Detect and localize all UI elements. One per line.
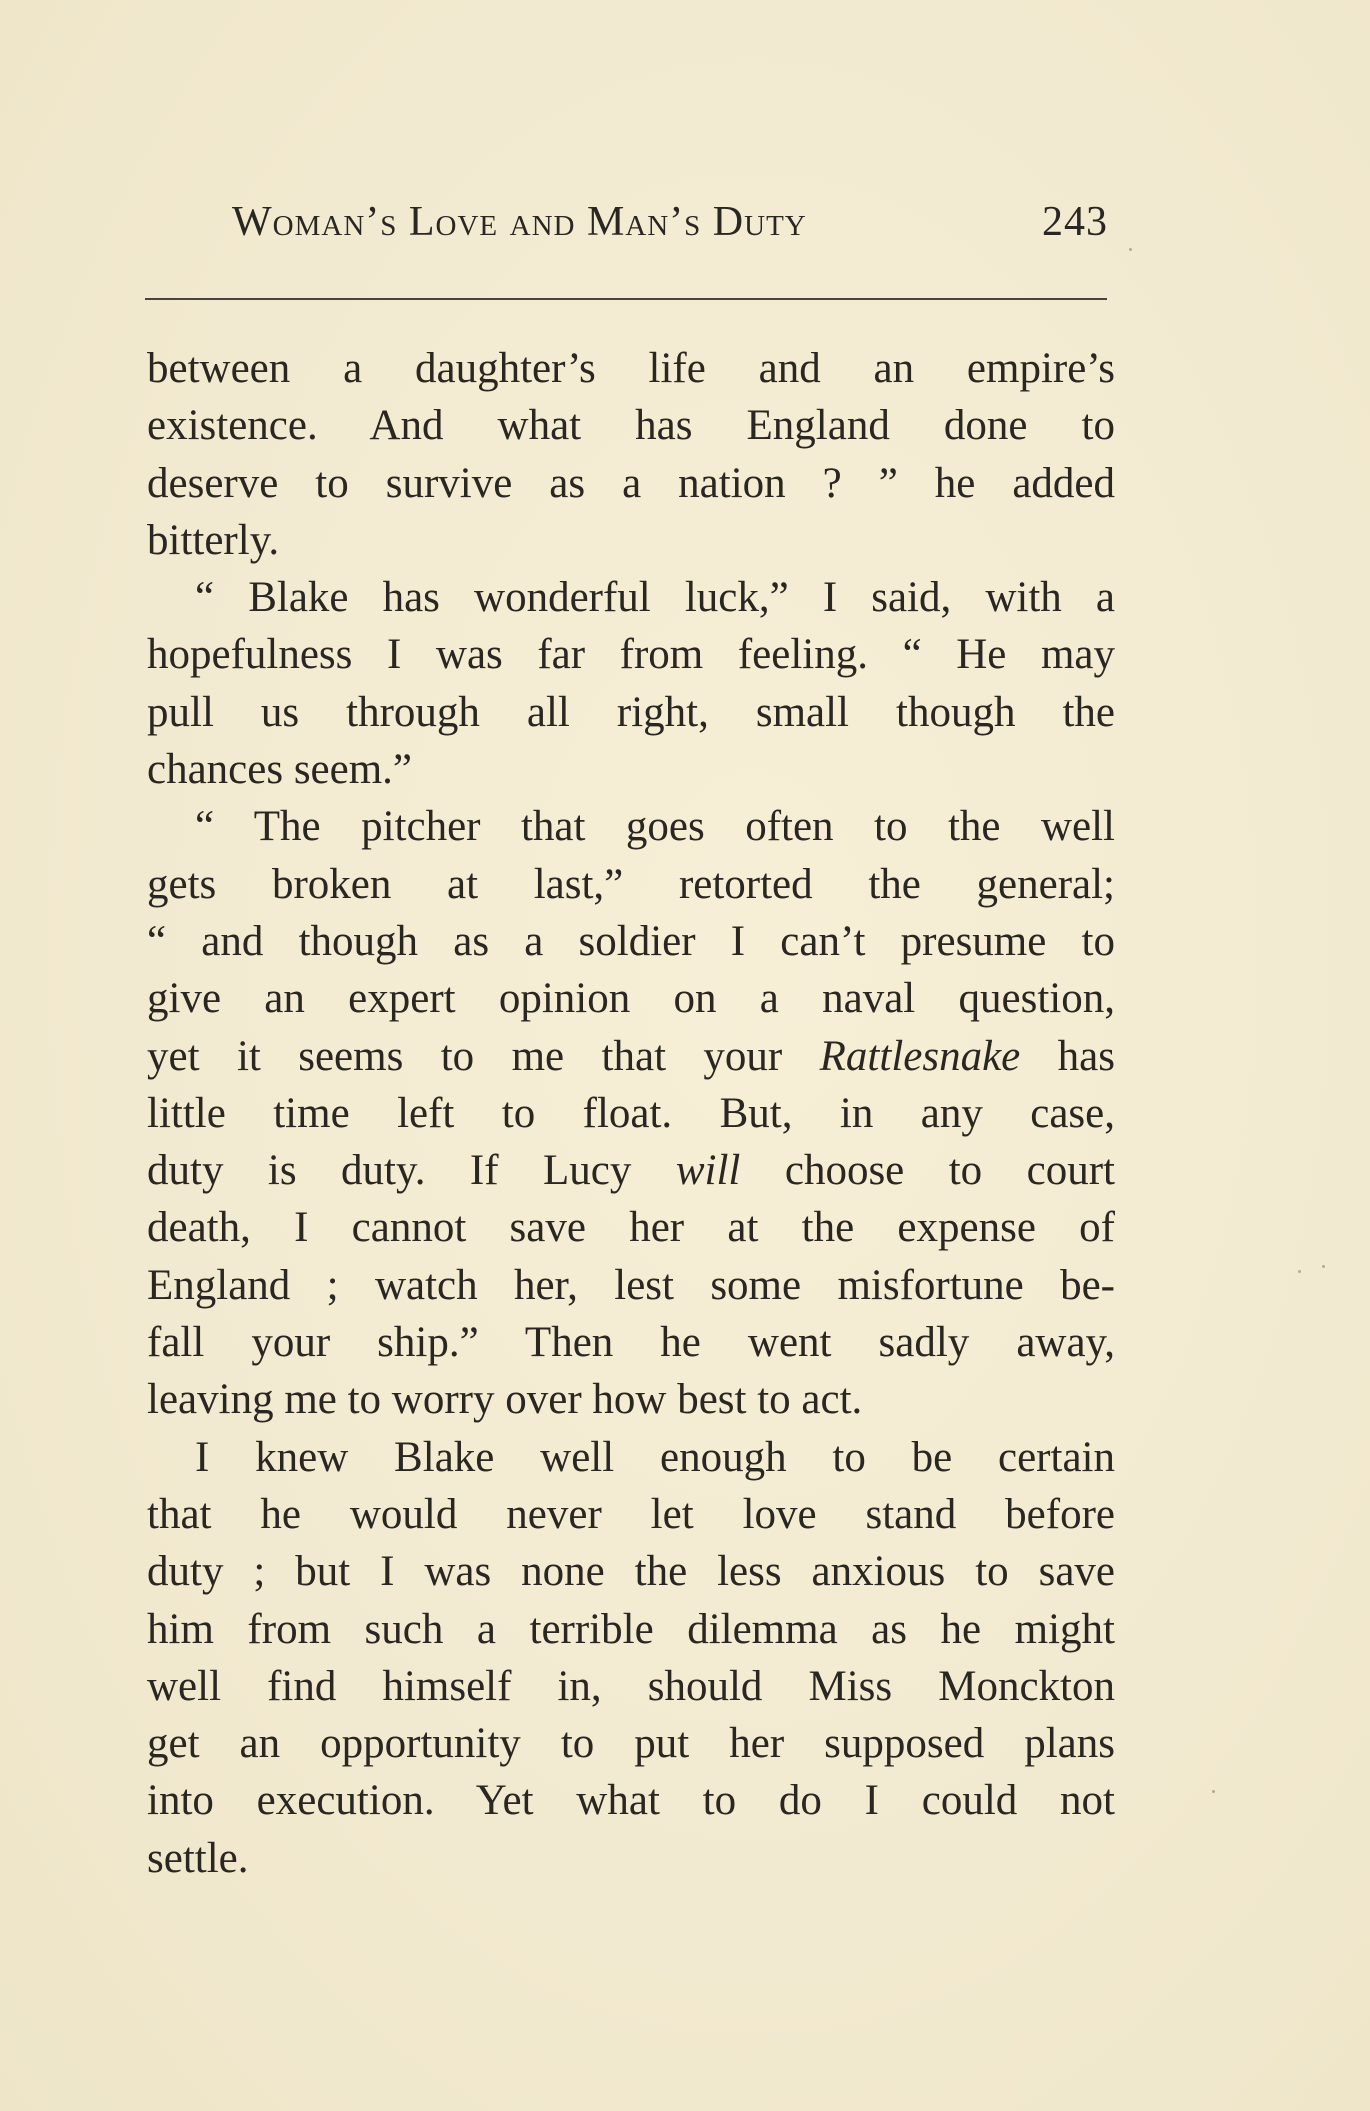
page-number: 243	[1042, 199, 1108, 245]
text-line: hopefulness I was far from feeling. “ He may	[147, 631, 1115, 679]
paper-speck	[1298, 1270, 1301, 1273]
italic-word: will	[675, 1147, 741, 1195]
text-line: “ The pitcher that goes often to the well	[195, 803, 1115, 851]
text-line: chances seem.”	[147, 746, 413, 794]
text-line: between a daughter’s life and an empire’s	[147, 345, 1115, 392]
running-title: Woman’s Love and Man’s Duty	[232, 199, 807, 245]
text-line: leaving me to worry over how best to act.	[147, 1376, 863, 1424]
text-line: “ Blake has wonderful luck,” I said, with a	[195, 574, 1115, 622]
text-line: fall your ship.” Then he went sadly away,	[147, 1319, 1115, 1367]
text-line: into execution. Yet what to do I could not	[147, 1777, 1115, 1825]
text-line: death, I cannot save her at the expense of	[147, 1204, 1115, 1252]
text-line: existence. And what has England done to	[147, 402, 1115, 450]
text-line: get an opportunity to put her supposed plans	[147, 1720, 1115, 1768]
text-line: deserve to survive as a nation ? ” he added	[147, 459, 1115, 507]
text-line: bitterly.	[147, 516, 280, 564]
paper-speck	[1322, 1265, 1325, 1268]
text-line: little time left to float. But, in any case,	[147, 1089, 1115, 1137]
text-segment: has	[1020, 1032, 1115, 1080]
text-line: that he would never let love stand before	[147, 1490, 1115, 1538]
text-line: gets broken at last,” retorted the general;	[147, 860, 1115, 908]
text-line: well find himself in, should Miss Monckton	[147, 1662, 1115, 1710]
text-line	[147, 1142, 1115, 1199]
body-text	[147, 340, 1115, 1887]
text-line: duty ; but I was none the less anxious to save	[147, 1548, 1115, 1596]
running-head	[232, 198, 1108, 258]
text-line: give an expert opinion on a naval question,	[147, 975, 1115, 1023]
text-line	[147, 1028, 1115, 1085]
text-line: “ and though as a soldier I can’t presume to	[147, 917, 1115, 965]
text-line: settle.	[147, 1834, 249, 1882]
text-line: I knew Blake well enough to be certain	[195, 1433, 1115, 1481]
paper-speck	[1212, 1790, 1215, 1793]
text-segment: duty is duty. If Lucy	[147, 1147, 676, 1195]
paper-speck	[1129, 248, 1132, 251]
text-segment: yet it seems to me that your	[147, 1032, 820, 1080]
text-segment: choose to court	[740, 1147, 1115, 1195]
text-line: pull us through all right, small though the	[147, 688, 1115, 736]
header-rule	[145, 298, 1107, 300]
italic-word: Rattlesnake	[819, 1032, 1021, 1080]
text-line: England ; watch her, lest some misfortune be-	[147, 1261, 1115, 1309]
text-line: him from such a terrible dilemma as he might	[147, 1605, 1115, 1653]
